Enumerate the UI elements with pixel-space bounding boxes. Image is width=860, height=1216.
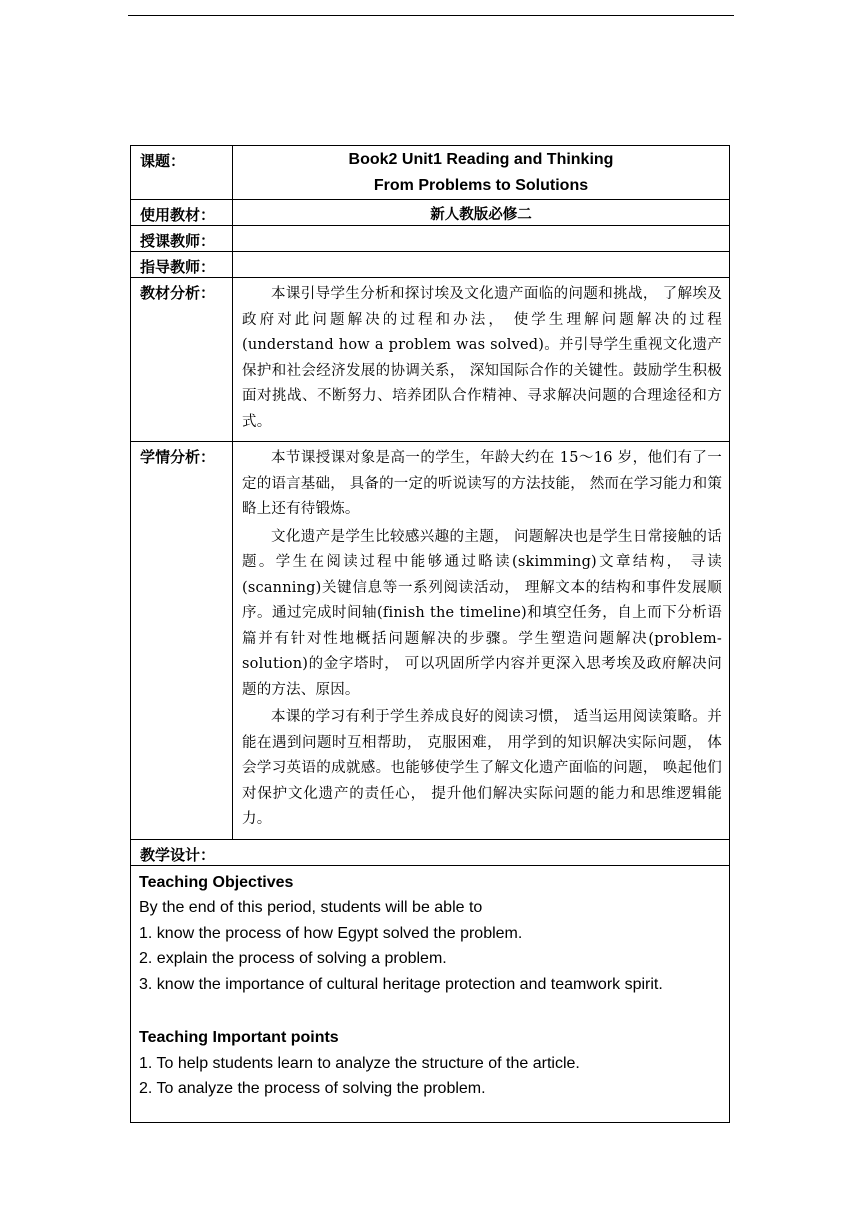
student-analysis-paragraph: 文化遗产是学生比较感兴趣的主题， 问题解决也是学生日常接触的话题。学生在阅读过程中能够通过略读(skimming)文章结构， 寻读(scanning)关键信息等一系列阅读活动， 理解文本的结构和事件发展顺序。通过完成时间轴(finish the timeline)和填空任务，自上而下分析语篇并有针对性地概括问题解决的步骤。学生塑造问题解决(problem-solution)的金字塔时， 可以巩固所学内容并更深入思考埃及政府解决问题的方法、原因。 (242, 528, 722, 698)
section-spacer (139, 997, 722, 1025)
objective-item: 3. know the importance of cultural heritage protection and teamwork spirit. (139, 975, 663, 993)
student-analysis-body (233, 442, 730, 840)
row-student-analysis (131, 442, 730, 840)
objective-item: 1. know the process of how Egypt solved the problem. (139, 924, 523, 942)
lesson-title-value (233, 146, 730, 200)
advisor-value (233, 252, 730, 278)
objectives-heading: Teaching Objectives (139, 873, 294, 891)
textbook-label: 使用教材： (131, 200, 233, 226)
material-analysis-body (233, 278, 730, 442)
point-item: 1. To help students learn to analyze the structure of the article. (139, 1054, 580, 1072)
objective-item: 2. explain the process of solving a problem. (139, 950, 447, 967)
header-rule (128, 15, 734, 16)
objectives-intro: By the end of this period, students will be able to (139, 899, 483, 916)
row-advisor (131, 252, 730, 278)
row-teacher (131, 226, 730, 252)
lesson-title-line1: Book2 Unit1 Reading and Thinking (348, 151, 614, 168)
row-textbook (131, 200, 730, 226)
student-analysis-label: 学情分析： (131, 442, 233, 840)
student-analysis-paragraph: 本节课授课对象是高一的学生，年龄大约在 15～16 岁，他们有了一定的语言基础， 具备的一定的听说读写的方法技能， 然而在学习能力和策略上还有待锻炼。 (242, 450, 723, 517)
material-analysis-paragraph: 本课引导学生分析和探讨埃及文化遗产面临的问题和挑战， 了解埃及政府对此问题解决的过程和办法， 使学生理解问题解决的过程(understand how a problem was solved)。并引导学生重视文化遗产保护和社会经济发展的协调关系， 深知国际合作的关键性。鼓励学生积极面对挑战、不断努力、培养团队合作精神、寻求解决问题的合理途径和方式。 (242, 286, 722, 430)
teaching-design-body (131, 865, 730, 1122)
student-analysis-paragraph: 本课的学习有利于学生养成良好的阅读习惯， 适当运用阅读策略。并能在遇到问题时互相帮助， 克服困难， 用学到的知识解决实际问题， 体会学习英语的成就感。也能够使学生了解文化遗产面临的问题， 唤起他们对保护文化遗产的责任心， 提升他们解决实际问题的能力和思维逻辑能力。 (242, 709, 722, 827)
textbook-value: 新人教版必修二 (233, 200, 730, 226)
teacher-value (233, 226, 730, 252)
row-lesson-title (131, 146, 730, 200)
advisor-label: 指导教师： (131, 252, 233, 278)
teacher-label: 授课教师： (131, 226, 233, 252)
row-teaching-design-label (131, 839, 730, 865)
point-item: 2. To analyze the process of solving the problem. (139, 1080, 486, 1097)
row-material-analysis (131, 278, 730, 442)
lesson-title-label: 课题： (131, 146, 233, 200)
material-analysis-label: 教材分析： (131, 278, 233, 442)
teaching-design-label: 教学设计： (131, 839, 730, 865)
row-teaching-design-body (131, 865, 730, 1122)
lesson-title-line2: From Problems to Solutions (373, 177, 589, 194)
points-heading: Teaching Important points (139, 1029, 339, 1046)
lesson-plan-table (130, 145, 730, 1123)
